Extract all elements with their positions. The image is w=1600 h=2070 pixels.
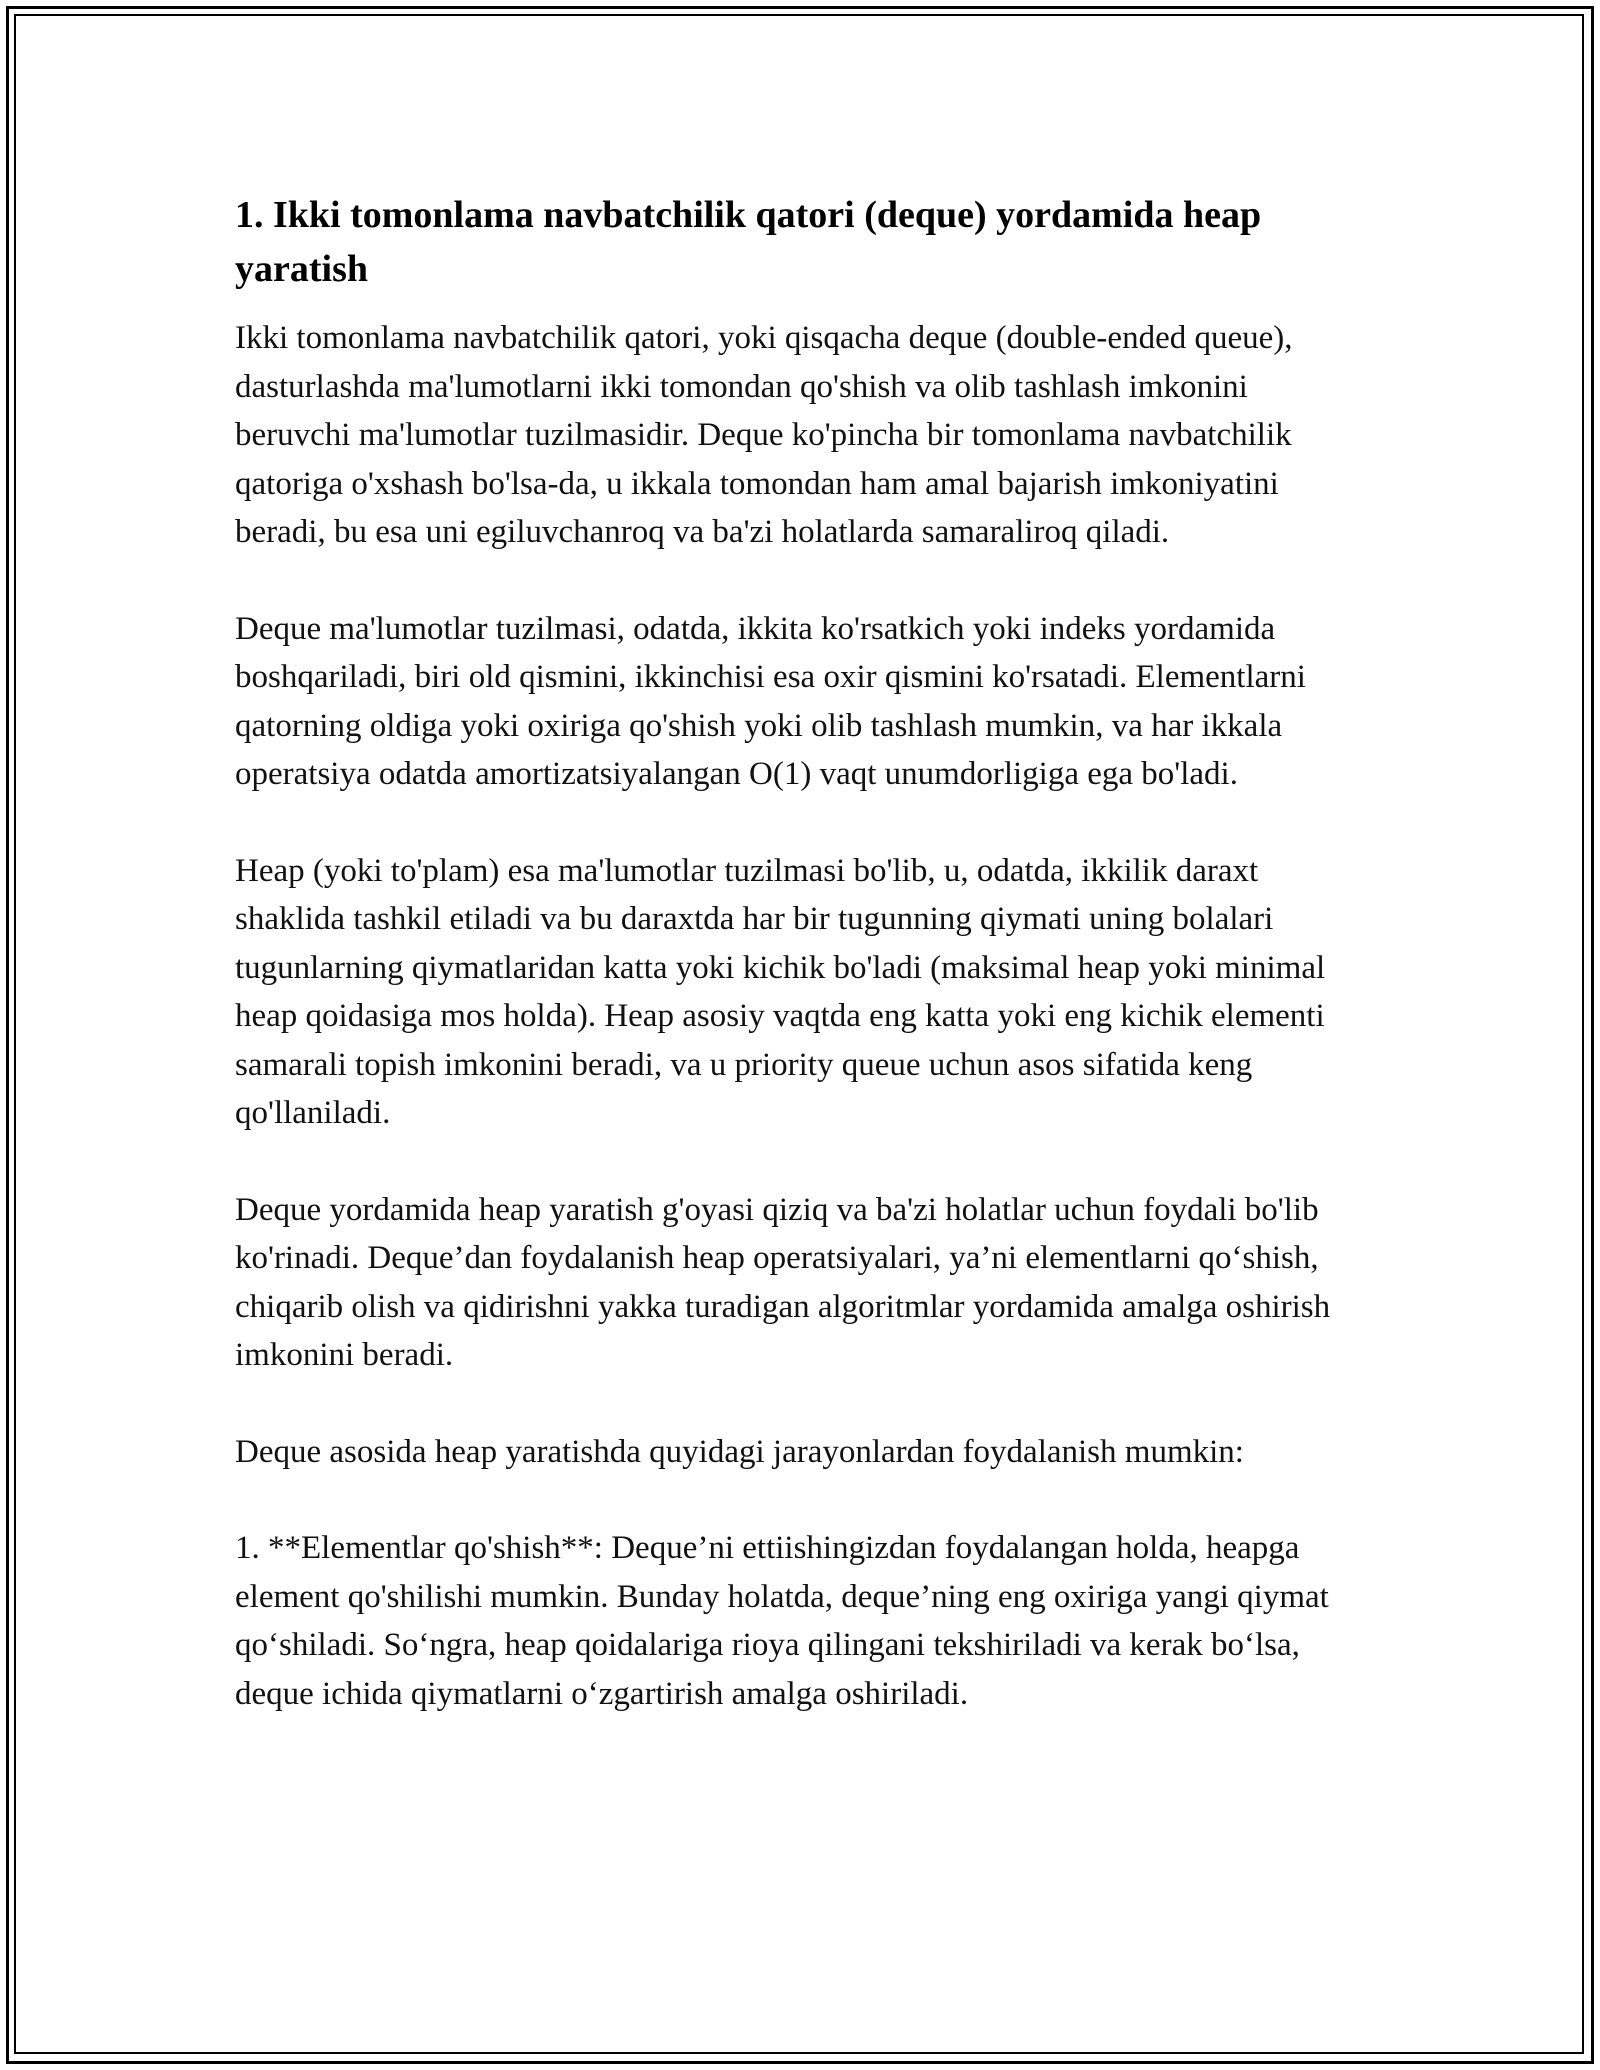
document-body — [235, 188, 1365, 1766]
paragraph-step-1: 1. **Elementlar qo'shish**: Deque’ni ettiishingizdan foydalangan holda, heapga element qo'shilishi mumkin. Bunday holatda, deque’ning eng oxiriga yangi qiymat qo‘shiladi. So‘ngra, heap qoidalariga rioya qilingani tekshiriladi va kerak bo‘lsa, deque ichida qiymatlarni o‘zgartirish amalga oshiriladi. — [235, 1530, 1329, 1712]
paragraph-process-intro: Deque asosida heap yaratishda quyidagi jarayonlardan foydalanish mumkin: — [235, 1433, 1244, 1470]
paragraph-deque-intro: Ikki tomonlama navbatchilik qatori, yoki qisqacha deque (double-ended queue), dasturlashda ma'lumotlarni ikki tomondan qo'shish va olib tashlash imkonini beruvchi ma'lumotlar tuzilmasidir. Deque ko'pincha bir tomonlama navbatchilik qatoriga o'xshash bo'lsa-da, u ikkala tomondan ham amal bajarish imkoniyatini beradi, bu esa uni egiluvchanroq va ba'zi holatlarda samaraliroq qiladi. — [235, 320, 1293, 550]
paragraph-deque-heap-idea: Deque yordamida heap yaratish g'oyasi qiziq va ba'zi holatlar uchun foydali bo'lib ko'rinadi. Deque’dan foydalanish heap operatsiyalari, ya’ni elementlarni qo‘shish, chiqarib olish va qidirishni yakka turadigan algoritmlar yordamida amalga oshirish imkonini beradi. — [235, 1191, 1331, 1373]
section-heading: 1. Ikki tomonlama navbatchilik qatori (deque) yordamida heap yaratish — [235, 194, 1262, 290]
paragraph-deque-pointers: Deque ma'lumotlar tuzilmasi, odatda, ikkita ko'rsatkich yoki indeks yordamida boshqariladi, biri old qismini, ikkinchisi esa oxir qismini ko'rsatadi. Elementlarni qatorning oldiga yoki oxiriga qo'shish yoki olib tashlash mumkin, va har ikkala operatsiya odatda amortizatsiyalangan O(1) vaqt unumdorligiga ega bo'ladi. — [235, 610, 1306, 792]
paragraph-heap-definition: Heap (yoki to'plam) esa ma'lumotlar tuzilmasi bo'lib, u, odatda, ikkilik daraxt shaklida tashkil etiladi va bu daraxtda har bir tugunning qiymati uning bolalari tugunlarning qiymatlaridan katta yoki kichik bo'ladi (maksimal heap yoki minimal heap qoidasiga mos holda). Heap asosiy vaqtda eng katta yoki eng kichik elementi samarali topish imkonini beradi, va u priority queue uchun asos sifatida keng qo'llaniladi. — [235, 852, 1326, 1131]
